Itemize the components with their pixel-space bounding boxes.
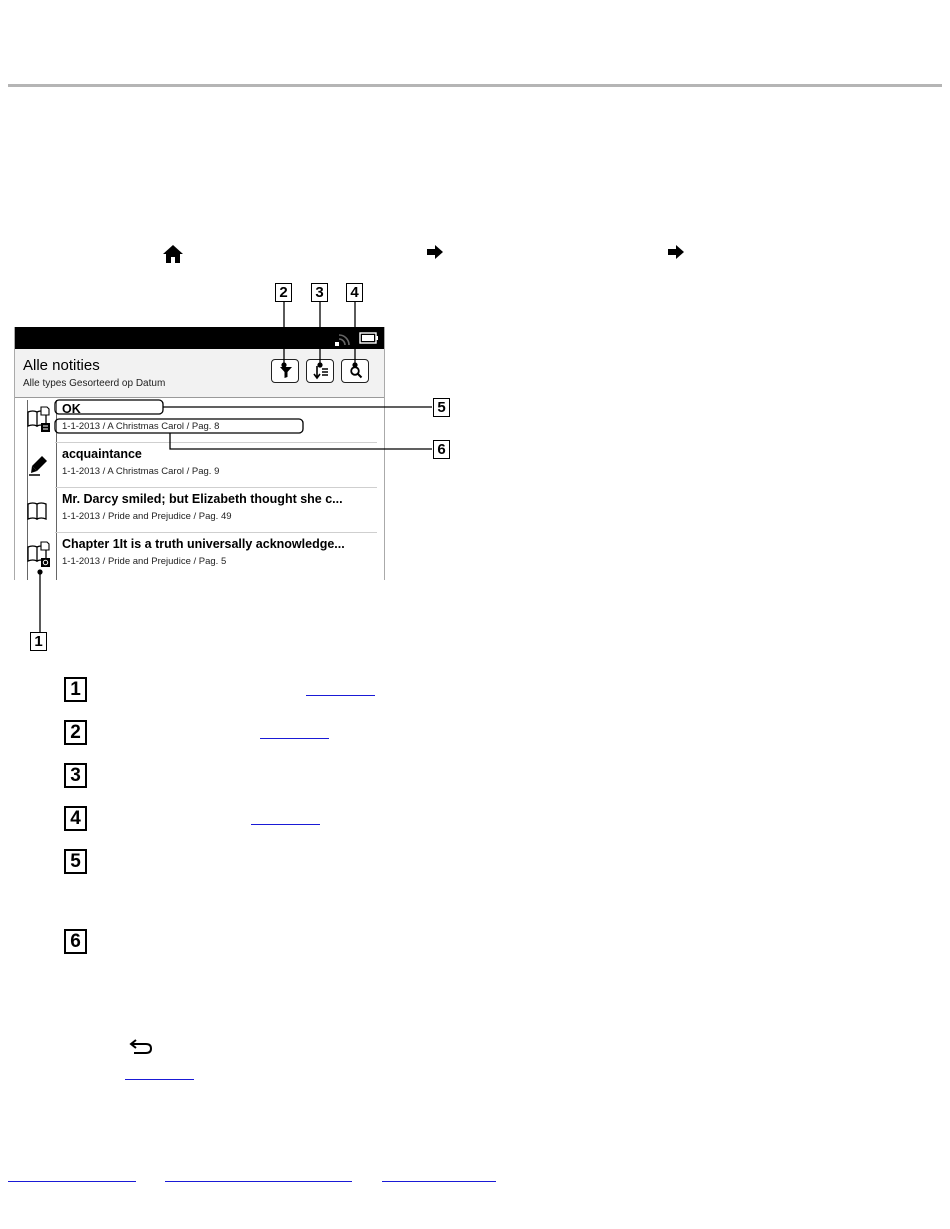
footer-link-3[interactable] bbox=[382, 1181, 496, 1182]
legend-item-3: 3 bbox=[64, 763, 87, 788]
note-title: Mr. Darcy smiled; but Elizabeth thought she c... bbox=[62, 492, 343, 506]
note-meta: 1-1-2013 / Pride and Prejudice / Pag. 49 bbox=[62, 511, 232, 522]
callout-6: 6 bbox=[433, 440, 450, 459]
back-icon bbox=[128, 1036, 154, 1056]
note-title: acquaintance bbox=[62, 447, 142, 461]
callout-1: 1 bbox=[30, 632, 47, 651]
sort-icon bbox=[313, 364, 329, 380]
legend-link-4[interactable] bbox=[251, 824, 320, 825]
callout-4: 4 bbox=[346, 283, 363, 302]
book-drawing-icon bbox=[26, 541, 52, 571]
note-meta: 1-1-2013 / A Christmas Carol / Pag. 8 bbox=[62, 421, 220, 432]
legend-item-5: 5 bbox=[64, 849, 87, 874]
status-bar bbox=[15, 327, 384, 349]
wifi-icon bbox=[335, 331, 353, 346]
legend-item-6: 6 bbox=[64, 929, 87, 954]
legend-link-2[interactable] bbox=[260, 738, 329, 739]
page-title: Alle notities bbox=[23, 357, 100, 374]
legend-item-2: 2 bbox=[64, 720, 87, 745]
list-item[interactable] bbox=[55, 398, 377, 443]
search-icon bbox=[348, 364, 364, 380]
note-meta: 1-1-2013 / Pride and Prejudice / Pag. 5 bbox=[62, 556, 227, 567]
list-item[interactable] bbox=[55, 488, 377, 533]
footer-link-1[interactable] bbox=[8, 1181, 136, 1182]
search-button[interactable] bbox=[341, 359, 369, 383]
note-meta: 1-1-2013 / A Christmas Carol / Pag. 9 bbox=[62, 466, 220, 477]
note-title: OK bbox=[62, 402, 81, 416]
footer-link-2[interactable] bbox=[165, 1181, 352, 1182]
arrow-right-icon bbox=[427, 245, 443, 259]
home-icon bbox=[162, 243, 184, 265]
filter-sort-status: Alle types Gesorteerd op Datum bbox=[23, 378, 166, 389]
filter-button[interactable] bbox=[271, 359, 299, 383]
battery-icon bbox=[359, 332, 379, 344]
top-rule bbox=[8, 84, 942, 87]
callout-2: 2 bbox=[275, 283, 292, 302]
arrow-right-icon bbox=[668, 245, 684, 259]
related-link[interactable] bbox=[125, 1079, 194, 1080]
list-item[interactable] bbox=[55, 443, 377, 488]
callout-3: 3 bbox=[311, 283, 328, 302]
note-title: Chapter 1It is a truth universally acknowledge... bbox=[62, 537, 345, 551]
legend-item-1: 1 bbox=[64, 677, 87, 702]
list-header bbox=[15, 349, 384, 398]
list-item[interactable] bbox=[55, 533, 377, 577]
sort-button[interactable] bbox=[306, 359, 334, 383]
legend-item-4: 4 bbox=[64, 806, 87, 831]
legend-link-1[interactable] bbox=[306, 695, 375, 696]
filter-icon bbox=[278, 364, 294, 380]
highlighter-icon bbox=[26, 451, 52, 481]
device-screen bbox=[14, 327, 385, 580]
callout-5: 5 bbox=[433, 398, 450, 417]
book-icon bbox=[26, 496, 52, 526]
book-note-icon bbox=[26, 406, 52, 436]
